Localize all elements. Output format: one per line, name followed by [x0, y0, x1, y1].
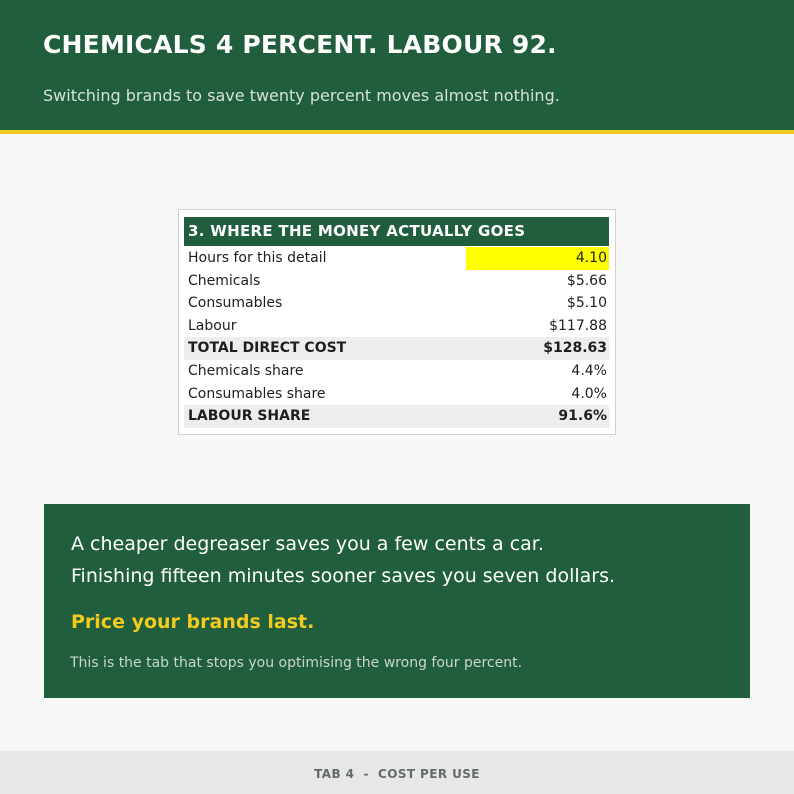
row-consumables-share [184, 383, 609, 406]
row-value: 91.6% [558, 408, 607, 425]
table-title: 3. WHERE THE MONEY ACTUALLY GOES [184, 217, 609, 246]
row-label: Chemicals share [188, 362, 304, 379]
row-label: Labour [188, 317, 237, 334]
row-value: $5.10 [566, 295, 607, 312]
row-value: $117.88 [549, 317, 607, 334]
page-title: CHEMICALS 4 PERCENT. LABOUR 92. [43, 30, 557, 59]
row-consumables [184, 292, 609, 315]
row-labour-share [184, 405, 609, 428]
row-hours [184, 247, 609, 270]
takeaway-footnote: This is the tab that stops you optimising the wrong four percent. [70, 655, 523, 671]
table-body [184, 247, 609, 428]
row-label: TOTAL DIRECT COST [188, 340, 347, 357]
takeaway-line-2: Finishing fifteen minutes sooner saves you seven dollars. [71, 565, 616, 587]
takeaway-panel [44, 504, 750, 698]
row-labour [184, 315, 609, 338]
page-subtitle: Switching brands to save twenty percent moves almost nothing. [43, 86, 560, 105]
row-value: 4.0% [571, 385, 607, 402]
row-chemicals-share [184, 360, 609, 383]
row-chemicals [184, 270, 609, 293]
row-value: $128.63 [543, 340, 607, 357]
footer-bar [0, 751, 794, 794]
header-banner [0, 0, 794, 134]
row-value: $5.66 [566, 272, 607, 289]
takeaway-line-1: A cheaper degreaser saves you a few cents a car. [71, 533, 544, 555]
row-value: 4.4% [571, 362, 607, 379]
row-label: Consumables share [188, 385, 326, 402]
row-label: Hours for this detail [188, 250, 327, 266]
row-label: Consumables [188, 295, 283, 312]
row-label: Chemicals [188, 272, 261, 289]
takeaway-cta: Price your brands last. [71, 611, 315, 633]
row-label: LABOUR SHARE [188, 408, 311, 425]
hours-value[interactable]: 4.10 [575, 250, 607, 266]
footer-tab-label: TAB 4 - COST PER USE [314, 767, 480, 781]
row-total-direct-cost [184, 337, 609, 360]
cost-table [178, 209, 616, 435]
